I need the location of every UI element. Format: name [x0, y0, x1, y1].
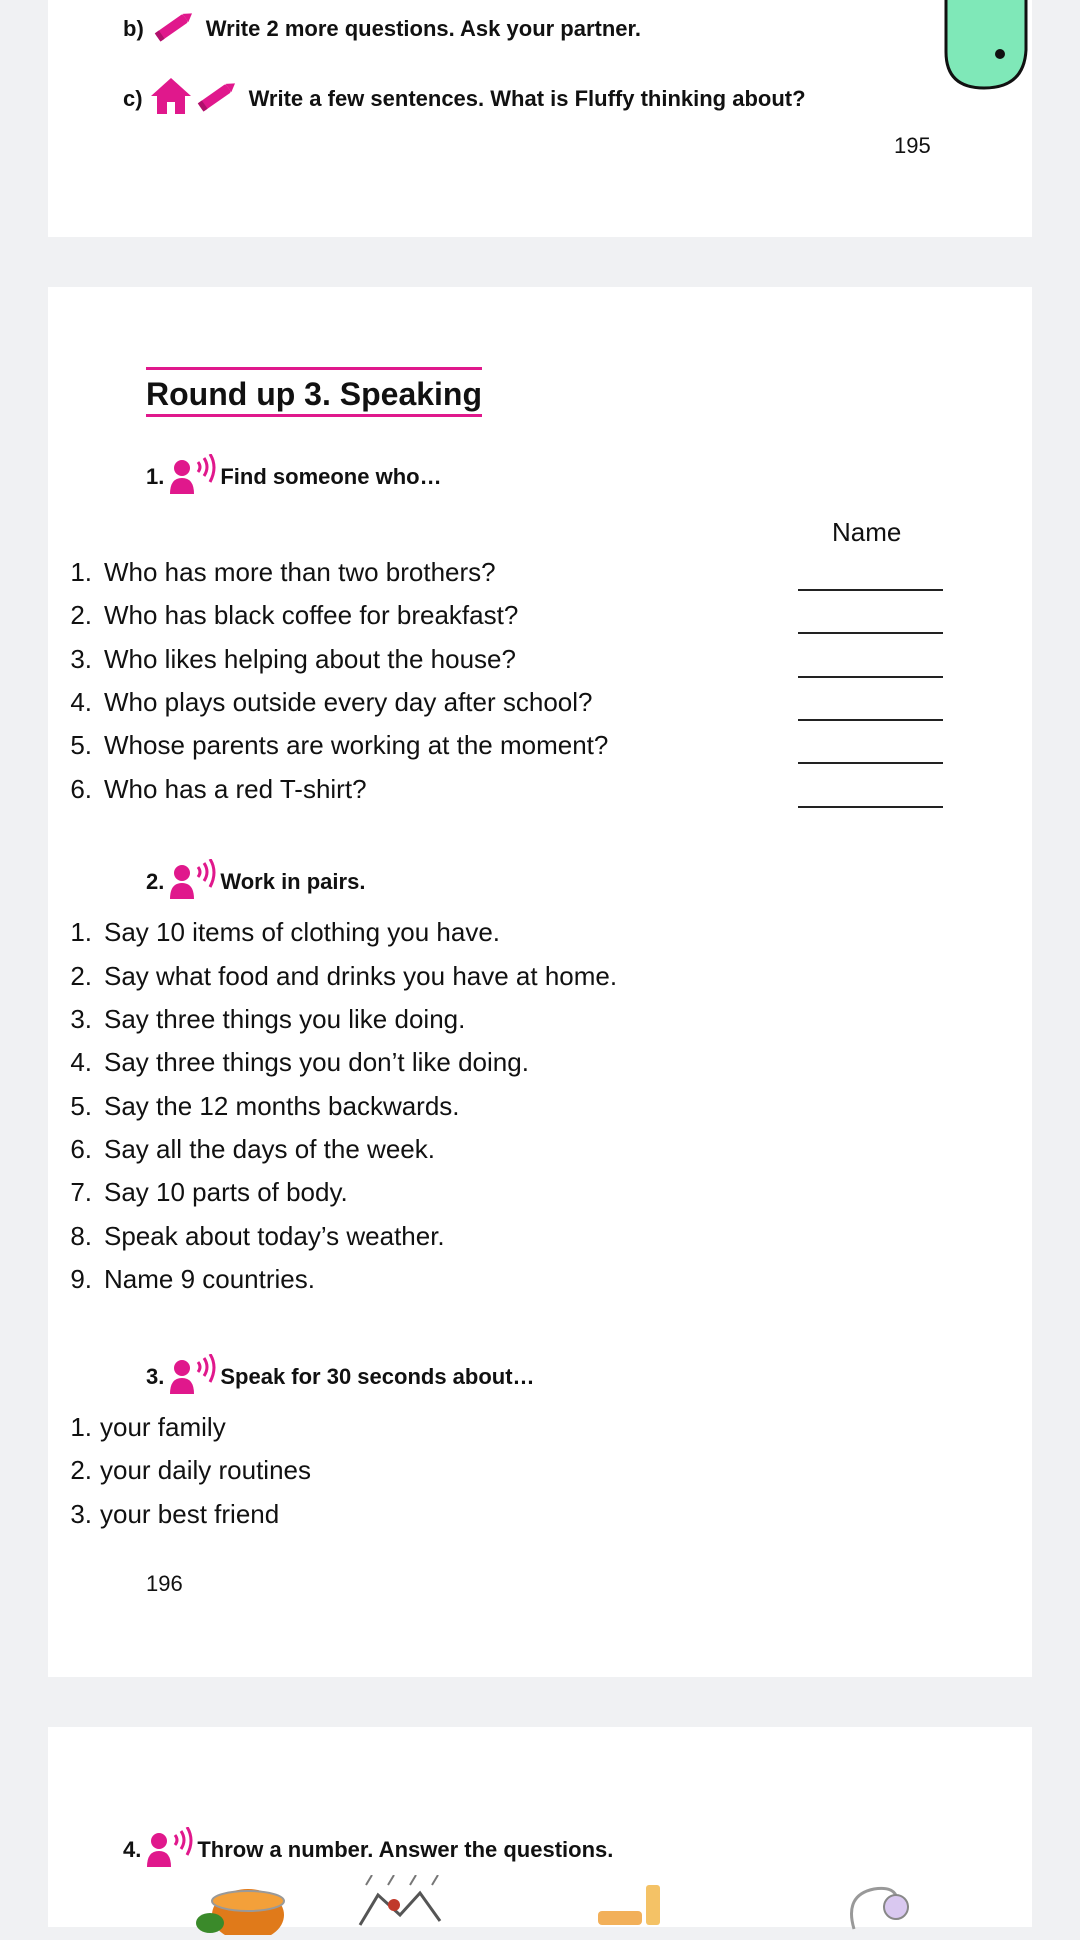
list-item: 9. Name 9 countries.: [70, 1264, 315, 1294]
speaking-icon: [145, 1827, 193, 1873]
task3-text: Speak for 30 seconds about…: [220, 1364, 535, 1389]
task-c-text: Write a few sentences. What is Fluffy thinking about?: [248, 86, 806, 111]
list-item: 4. Who plays outside every day after school?: [70, 687, 593, 717]
list-item: 5. Whose parents are working at the moment?: [70, 730, 609, 760]
page-195: [48, 0, 1032, 237]
task-c-label: c): [123, 86, 143, 111]
task4-heading: [123, 1827, 613, 1873]
list-item: 4. Say three things you don’t like doing.: [70, 1047, 529, 1077]
page-title: Round up 3. Speaking: [146, 367, 482, 417]
task-b-text: Write 2 more questions. Ask your partner.: [205, 16, 641, 41]
speaking-icon: [168, 859, 216, 905]
name-blank[interactable]: [798, 632, 943, 634]
speaking-icon: [168, 454, 216, 500]
name-blank[interactable]: [798, 676, 943, 678]
page-number: 196: [146, 1571, 183, 1596]
pencil-icon: [150, 8, 198, 50]
tea-cup-image: [196, 1889, 284, 1935]
illustrations-row: [48, 1875, 1032, 1935]
page-196: [48, 287, 1032, 1677]
list-item: 2. Say what food and drinks you have at home.: [70, 961, 618, 991]
name-blank[interactable]: [798, 719, 943, 721]
task1-text: Find someone who…: [220, 464, 442, 489]
name-blank[interactable]: [798, 589, 943, 591]
list-item: 3. Say three things you like doing.: [70, 1004, 466, 1034]
list-item: 6. Say all the days of the week.: [70, 1134, 435, 1164]
page-number: 195: [894, 133, 931, 158]
task3-heading: [146, 1354, 535, 1400]
task1-number: 1.: [146, 464, 165, 489]
task2-text: Work in pairs.: [220, 869, 366, 894]
list-item: 6. Who has a red T-shirt?: [70, 774, 367, 804]
list-item: 7. Say 10 parts of body.: [70, 1177, 348, 1207]
name-blank[interactable]: [798, 806, 943, 808]
speaking-icon: [168, 1354, 216, 1400]
name-column-header: Name: [832, 517, 902, 547]
task3-number: 3.: [146, 1364, 165, 1389]
task4-text: Throw a number. Answer the questions.: [197, 1837, 614, 1862]
list-item: 2. your daily routines: [70, 1455, 311, 1485]
food-plate-image: [598, 1885, 660, 1925]
list-item: 1. your family: [70, 1412, 226, 1442]
task-b-label: b): [123, 16, 144, 41]
list-item: 1. Say 10 items of clothing you have.: [70, 917, 501, 947]
list-item: 3. your best friend: [70, 1499, 280, 1529]
fluffy-mascot-image: [922, 0, 1032, 102]
task2-number: 2.: [146, 869, 165, 894]
list-item: 5. Say the 12 months backwards.: [70, 1091, 460, 1121]
list-item: 2. Who has black coffee for breakfast?: [70, 600, 519, 630]
task2-heading: [146, 859, 365, 905]
list-item: 1. Who has more than two brothers?: [70, 557, 496, 587]
task-c: [123, 76, 806, 122]
task1-heading: [146, 454, 442, 500]
task4-number: 4.: [123, 1837, 142, 1862]
page-197: [48, 1727, 1032, 1927]
name-blank[interactable]: [798, 762, 943, 764]
rain-sketch-image: [360, 1875, 440, 1925]
house-icon: [149, 76, 193, 122]
list-item: 3. Who likes helping about the house?: [70, 644, 516, 674]
cat-sketch-image: [852, 1888, 909, 1929]
pencil-icon: [193, 78, 241, 120]
task-b: [123, 8, 641, 50]
list-item: 8. Speak about today’s weather.: [70, 1221, 445, 1251]
